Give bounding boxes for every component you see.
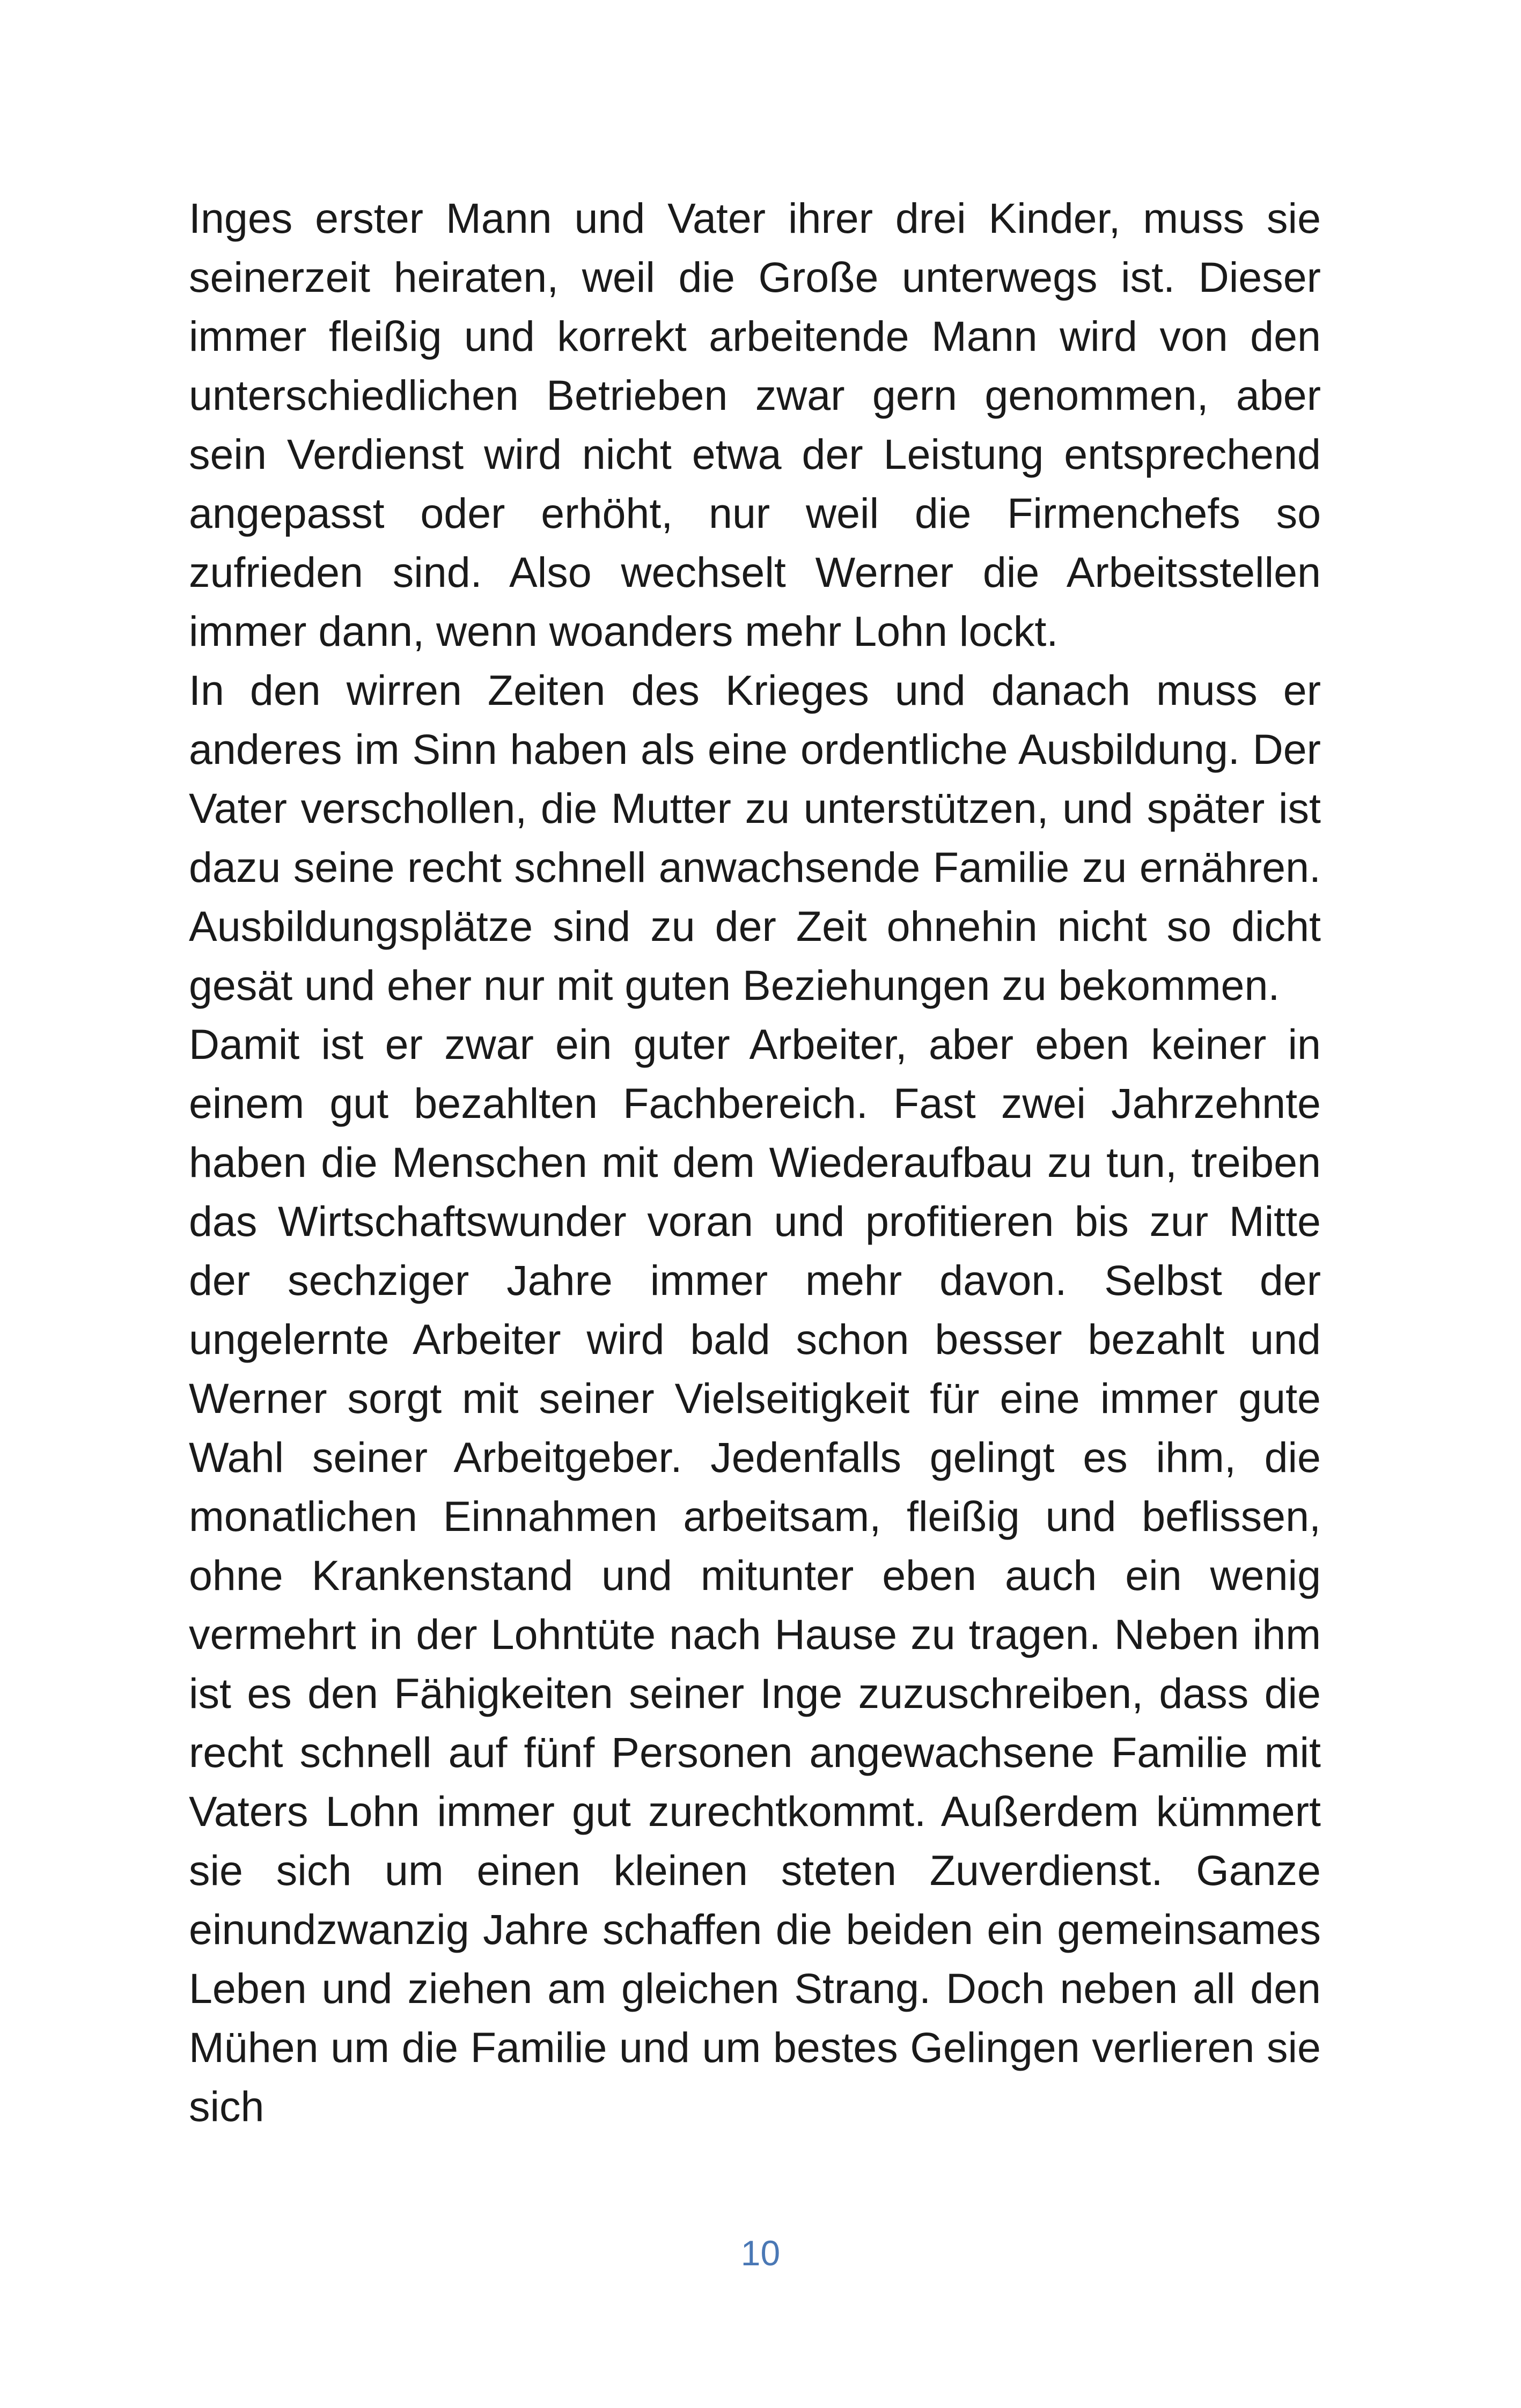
paragraph-1: Inges erster Mann und Vater ihrer drei Kinder, muss sie seinerzeit heiraten, weil die Große unterwegs ist. Dieser immer fleißig und korrekt arbeitende Mann wird von den unterschiedlichen Betrieben zwar gern genommen, aber sein Verdienst wird nicht etwa der Leistung entsprechend angepasst oder erhöht, nur weil die Firmenchefs so zufrieden sind. Also wechselt Werner die Arbeitsstellen immer dann, wenn woanders mehr Lohn lockt. [189, 194, 1321, 655]
page-number: 10 [740, 2233, 781, 2273]
paragraph-3: Damit ist er zwar ein guter Arbeiter, aber eben keiner in einem gut bezahlten Fachbereich. Fast zwei Jahrzehnte haben die Menschen mit dem Wiederaufbau zu tun, treiben das Wirtschaftswunder voran und profitieren bis zur Mitte der sechziger Jahre immer mehr davon. Selbst der ungelernte Arbeiter wird bald schon besser bezahlt und Werner sorgt mit seiner Vielseitigkeit für eine immer gute Wahl seiner Arbeitgeber. Jedenfalls gelingt es ihm, die monatlichen Einnahmen arbeitsam, fleißig und beflissen, ohne Krankenstand und mitunter eben auch ein wenig vermehrt in der Lohntüte nach Hause zu tragen. Neben ihm ist es den Fähigkeiten seiner Inge zuzuschreiben, dass die recht schnell auf fünf Personen angewachsene Familie mit Vaters Lohn immer gut zurechtkommt. Außerdem kümmert sie sich um einen kleinen steten Zuverdienst. Ganze einundzwanzig Jahre schaffen die beiden ein gemeinsames Leben und ziehen am gleichen Strang. Doch neben all den Mühen um die Familie und um bestes Gelingen verlieren sie sich [189, 1020, 1321, 2130]
paragraph-2: In den wirren Zeiten des Krieges und danach muss er anderes im Sinn haben als eine ordentliche Ausbildung. Der Vater verschollen, die Mutter zu unterstützen, und später ist dazu seine recht schnell anwachsende Familie zu ernähren. Ausbildungsplätze sind zu der Zeit ohnehin nicht so dicht gesät und eher nur mit guten Beziehungen zu bekommen. [189, 666, 1321, 1009]
body-text [189, 189, 1321, 2136]
